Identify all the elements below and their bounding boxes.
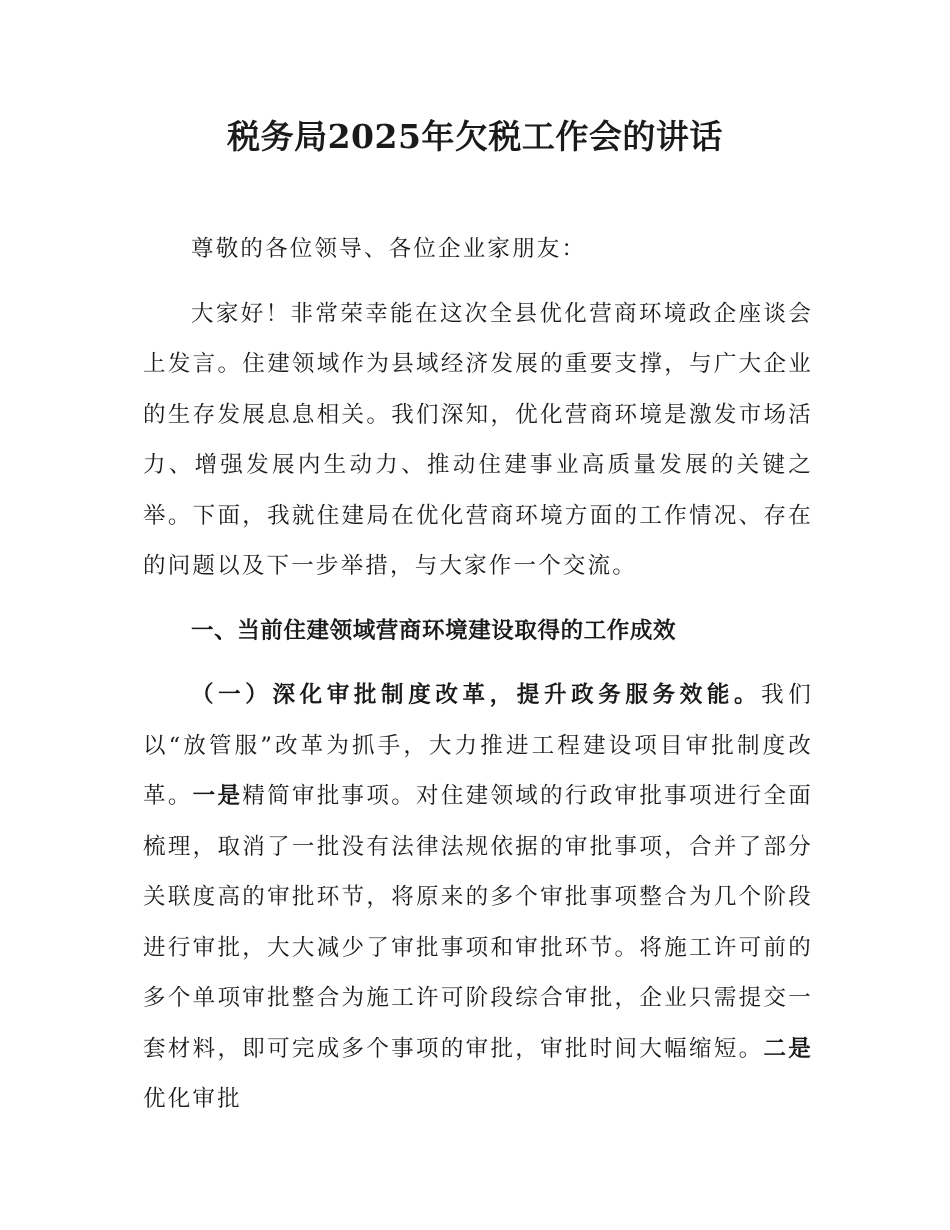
subsection-text-c: 优化审批	[143, 1086, 242, 1112]
document-body	[143, 224, 813, 1125]
subsection-heading-1: （一）深化审批制度改革，提升政务服务效能。	[191, 682, 762, 708]
point-marker-2: 二是	[763, 1035, 813, 1062]
subsection-paragraph-1	[143, 670, 813, 1125]
subsection-text-b: 精简审批事项。对住建领域的行政审批事项进行全面梳理，取消了一批没有法律法规依据的审批事项，合并了部分关联度高的审批环节，将原来的多个审批事项整合为几个阶段进行审批，大大减少了审批事项和审批环节。将施工许可前的多个单项审批整合为施工许可阶段综合审批，企业只需提交一套材料，即可完成多个事项的审批，审批时间大幅缩短。	[143, 783, 813, 1062]
intro-paragraph: 大家好！非常荣幸能在这次全县优化营商环境政企座谈会上发言。住建领域作为县域经济发展的重要支撑，与广大企业的生存发展息息相关。我们深知，优化营商环境是激发市场活力、增强发展内生动力、推动住建事业高质量发展的关键之举。下面，我就住建局在优化营商环境方面的工作情况、存在的问题以及下一步举措，与大家作一个交流。	[143, 300, 813, 579]
point-marker-1: 一是	[192, 783, 243, 809]
document-title: 税务局2025年欠税工作会的讲话	[227, 117, 723, 156]
section-heading-1: 一、当前住建领域营商环境建设取得的工作成效	[191, 617, 677, 644]
subsection-text-a: 我们以“放管服”改革为抓手，大力推进工程建设项目审批制度改革。	[143, 682, 814, 809]
salutation: 尊敬的各位领导、各位企业家朋友：	[191, 236, 587, 262]
